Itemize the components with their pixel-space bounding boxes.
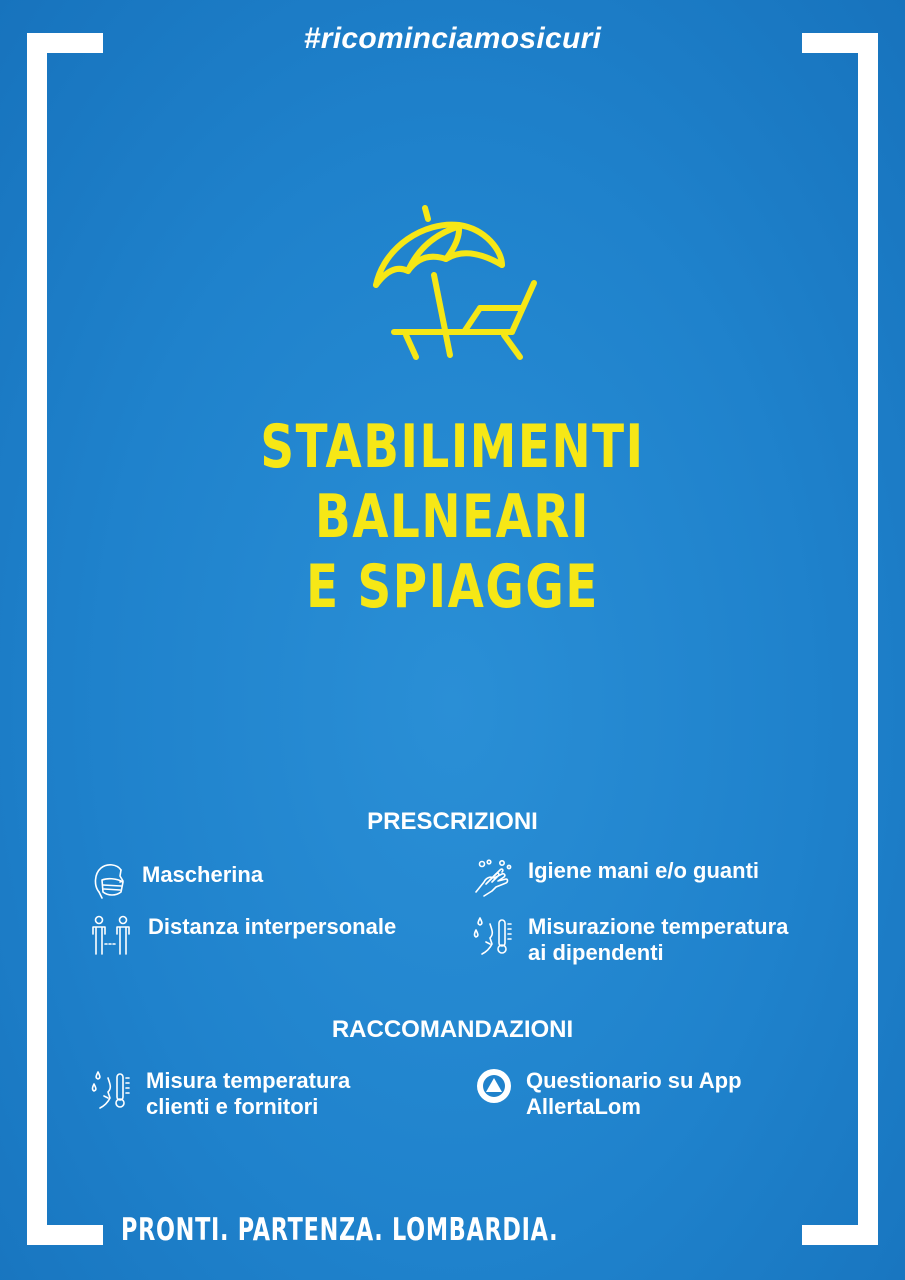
title-line-2: BALNEARI [315,482,590,552]
hashtag: #ricominciamosicuri [303,22,602,55]
frame-bottom-right-h [802,1225,878,1245]
face-mask-icon [90,862,128,900]
raccomandazione-label: Questionario su App AllertaLom [526,1068,742,1119]
temperature-check-icon [472,914,514,958]
prescrizione-item-igiene [472,858,759,898]
title-line-1: STABILIMENTI [260,412,645,482]
prescrizione-item-misurazione [472,914,788,966]
frame-right-v [858,33,878,1245]
frame-left-v [27,33,47,1245]
prescrizione-label: Misurazione temperatura ai dipendenti [528,914,789,965]
prescrizione-label: Mascherina [142,862,264,887]
prescrizione-label: Igiene mani e/o guanti [528,858,760,883]
main-title [100,412,806,622]
temperature-check-icon [90,1068,132,1112]
social-distance-icon [90,914,134,958]
raccomandazione-label: Misura temperatura clienti e fornitori [146,1068,351,1119]
frame-bottom-left-h [27,1225,103,1245]
hand-washing-icon [472,858,514,898]
allertalom-app-icon [476,1068,512,1104]
raccomandazione-item-questionario [476,1068,742,1120]
footer-slogan: PRONTI. PARTENZA. LOMBARDIA. [121,1212,559,1248]
raccomandazioni-heading: RACCOMANDAZIONI [331,1016,574,1043]
prescrizione-item-distanza [90,914,396,958]
prescrizione-item-mascherina [90,862,263,900]
beach-umbrella-icon [364,205,544,365]
prescrizioni-heading: PRESCRIZIONI [367,808,538,835]
raccomandazione-item-misura [90,1068,350,1120]
prescrizione-label: Distanza interpersonale [148,914,397,939]
title-line-3: E SPIAGGE [306,552,599,622]
